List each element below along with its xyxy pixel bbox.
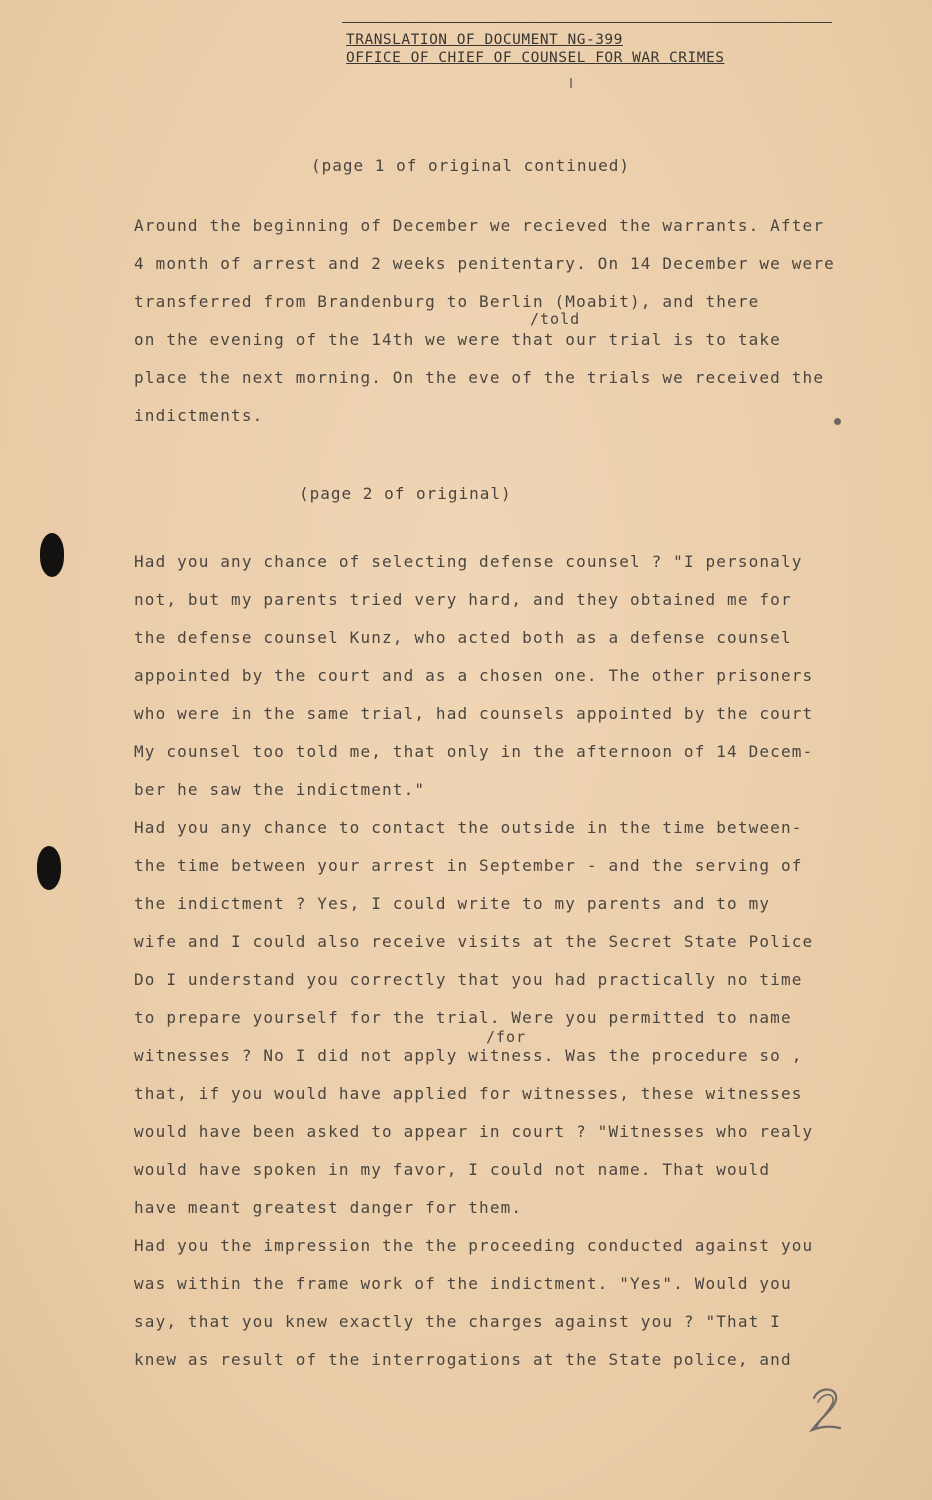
text-line: witnesses ? No I did not apply witness. Was the procedure so , [134,1046,803,1065]
text-line: would have been asked to appear in court ? "Witnesses who realy [134,1122,814,1141]
paragraph-section-2 [134,543,894,1379]
text-line: to prepare yourself for the trial. Were you permitted to name [134,1008,792,1027]
handwritten-page-number [800,1380,850,1440]
punch-hole-bottom [37,846,61,890]
text-line: Had you the impression the the proceeding conducted against you [134,1236,814,1255]
handwritten-insert-for: /for [486,1028,527,1046]
text-line: Do I understand you correctly that you had practically no time [134,970,803,989]
text-line: have meant greatest danger for them. [134,1198,523,1217]
punch-hole-top [40,533,64,577]
text-line: ber he saw the indictment." [134,780,426,799]
stray-mark [570,78,572,88]
text-line: say, that you knew exactly the charges against you ? "That I [134,1312,781,1331]
header-office: OFFICE OF CHIEF OF COUNSEL FOR WAR CRIMES [346,50,725,66]
text-line: on the evening of the 14th we were that our trial is to take [134,330,781,349]
text-line: knew as result of the interrogations at the State police, and [134,1350,792,1369]
paragraph-section-1 [134,207,894,435]
text-line: who were in the same trial, had counsels appointed by the court [134,704,814,723]
text-line: Had you any chance of selecting defense counsel ? "I personaly [134,552,803,571]
page-note-2: (page 2 of original) [299,484,512,503]
document-header [342,22,832,67]
text-line: the time between your arrest in September - and the serving of [134,856,803,875]
page-number-glyph [800,1380,850,1440]
text-line: Had you any chance to contact the outside in the time between- [134,818,803,837]
text-line: was within the frame work of the indictment. "Yes". Would you [134,1274,792,1293]
text-line: the indictment ? Yes, I could write to my parents and to my [134,894,771,913]
text-line: place the next morning. On the eve of the trials we received the [134,368,825,387]
text-line: not, but my parents tried very hard, and they obtained me for [134,590,792,609]
text-line: transferred from Brandenburg to Berlin (Moabit), and there [134,292,760,311]
header-title: TRANSLATION OF DOCUMENT NG-399 [346,32,623,48]
text-line: appointed by the court and as a chosen one. The other prisoners [134,666,814,685]
handwritten-insert-told: /told [530,310,581,328]
text-line: indictments. [134,406,264,425]
text-line: 4 month of arrest and 2 weeks penitentary. On 14 December we were [134,254,835,273]
page-note-1: (page 1 of original continued) [311,156,630,175]
text-line: Around the beginning of December we recieved the warrants. After [134,216,825,235]
text-line: would have spoken in my favor, I could not name. That would [134,1160,771,1179]
text-line: that, if you would have applied for witnesses, these witnesses [134,1084,803,1103]
text-line: the defense counsel Kunz, who acted both as a defense counsel [134,628,792,647]
ink-dot [834,418,841,425]
text-line: wife and I could also receive visits at the Secret State Police [134,932,814,951]
text-line: My counsel too told me, that only in the afternoon of 14 Decem- [134,742,814,761]
